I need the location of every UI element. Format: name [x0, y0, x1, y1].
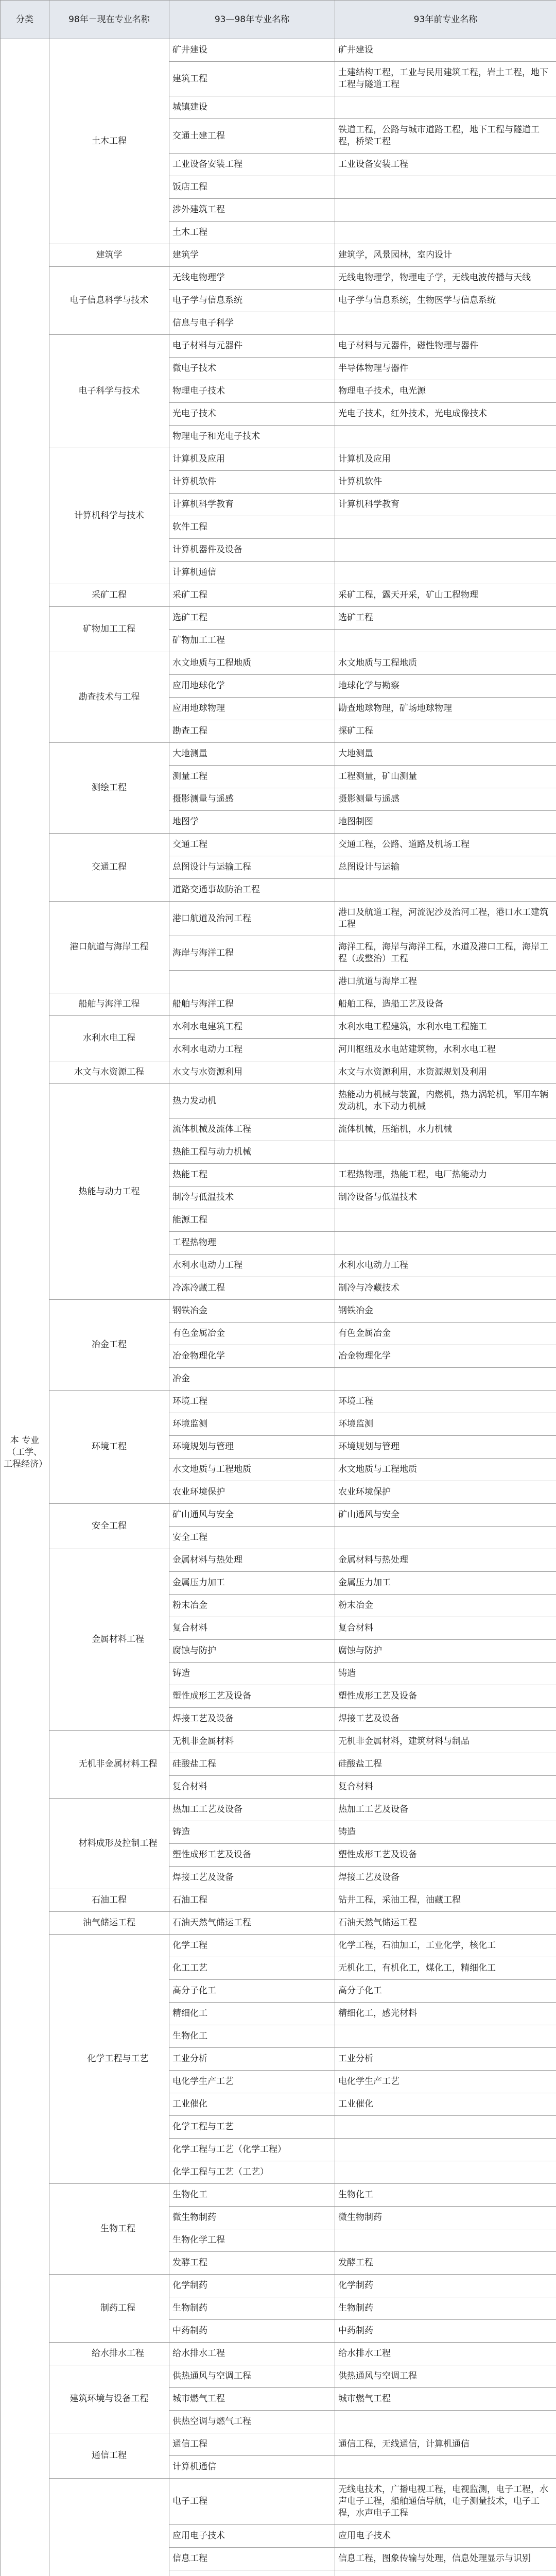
- major-before93-cell: 铁道工程，公路与城市道路工程，地下工程与隧道工程，桥梁工程: [335, 119, 556, 154]
- major-93to98-cell: 焊接工艺及设备: [169, 1867, 335, 1889]
- major-93to98-cell: 石油工程: [169, 1889, 335, 1912]
- table-row: [1, 2184, 556, 2207]
- major-93to98-cell: 化学工程与工艺（工艺）: [169, 2161, 335, 2184]
- major-93to98-cell: 交通土建工程: [169, 119, 335, 154]
- major-93to98-cell: 应用地球化学: [169, 675, 335, 698]
- major-before93-cell: 环境规划与管理: [335, 1436, 556, 1459]
- major-before93-cell: 总图设计与运输: [335, 856, 556, 879]
- table-row: [1, 1391, 556, 1413]
- table-row: [1, 1061, 556, 1084]
- major-93to98-cell: 生物化工: [169, 2184, 335, 2207]
- major-93to98-cell: 地图学: [169, 811, 335, 834]
- major-93to98-cell: 塑性成形工艺及设备: [169, 1844, 335, 1867]
- major-93to98-cell: 冶金物理化学: [169, 1345, 335, 1368]
- major-93to98-cell: 计算机软件: [169, 471, 335, 494]
- major-before93-cell: 水利水电动力工程: [335, 1255, 556, 1277]
- major-93to98-cell: 港口航道及治河工程: [169, 902, 335, 936]
- table-row: [1, 834, 556, 856]
- major-before93-cell: 地球化学与勘察: [335, 675, 556, 698]
- table-row: [1, 2365, 556, 2388]
- major-93to98-cell: 焊接工艺及设备: [169, 1708, 335, 1731]
- table-row: [1, 1799, 556, 1821]
- major-before93-cell: 土建结构工程，工业与民用建筑工程，岩土工程，地下工程与隧道工程: [335, 62, 556, 96]
- major-93to98-cell: 环境工程: [169, 1391, 335, 1413]
- major-93to98-cell: 物理电子技术: [169, 380, 335, 403]
- major-93to98-cell: 勘查工程: [169, 720, 335, 743]
- major-93to98-cell: 计算机通信: [169, 562, 335, 584]
- major-93to98-cell: 安全工程: [169, 1527, 335, 1549]
- major-93to98-cell: 化学工程与工艺: [169, 2116, 335, 2139]
- header-before93: 93年前专业名称: [335, 1, 556, 39]
- major-93to98-cell: 发酵工程: [169, 2252, 335, 2275]
- major-93to98-cell: 城镇建设: [169, 96, 335, 119]
- major-93to98-cell: 金属材料与热处理: [169, 1549, 335, 1572]
- major-before93-cell: 水利水电工程建筑，水利水电工程施工: [335, 1016, 556, 1039]
- major-before93-cell: 生物制药: [335, 2297, 556, 2320]
- major-before93-cell: 水文与水资源利用，水资源规划及利用: [335, 1061, 556, 1084]
- major-before93-cell: 化学制药: [335, 2275, 556, 2297]
- major-before93-cell: [335, 2139, 556, 2161]
- major-before93-cell: 中药制药: [335, 2320, 556, 2343]
- major-before93-cell: 摄影测量与遥感: [335, 788, 556, 811]
- major-93to98-cell: 塑性成形工艺及设备: [169, 1685, 335, 1708]
- major-before93-cell: 电化学生产工艺: [335, 2071, 556, 2093]
- major-93to98-cell: 水文与水资源利用: [169, 1061, 335, 1084]
- major-98-cell: 港口航道与海岸工程: [49, 902, 169, 993]
- header-category: 分类: [1, 1, 49, 39]
- major-before93-cell: 采矿工程，露天开采，矿山工程物理: [335, 584, 556, 607]
- major-93to98-cell: 铸造: [169, 1663, 335, 1685]
- major-before93-cell: 工业分析: [335, 2048, 556, 2071]
- major-before93-cell: 无机化工，有机化工，煤化工，精细化工: [335, 1957, 556, 1980]
- major-98-cell: 石油工程: [49, 1889, 169, 1912]
- major-before93-cell: [335, 2025, 556, 2048]
- major-93to98-cell: 给水排水工程: [169, 2343, 335, 2365]
- major-93to98-cell: 选矿工程: [169, 607, 335, 630]
- major-before93-cell: [335, 1368, 556, 1391]
- major-93to98-cell: 水利水电动力工程: [169, 1255, 335, 1277]
- table-row: [1, 2479, 556, 2525]
- major-before93-cell: 发酵工程: [335, 2252, 556, 2275]
- major-98-cell: 制药工程: [49, 2275, 169, 2343]
- major-93to98-cell: 工程热物理: [169, 1232, 335, 1255]
- major-before93-cell: [335, 312, 556, 335]
- major-93to98-cell: 计算机器件及设备: [169, 539, 335, 562]
- major-before93-cell: 微生物制药: [335, 2207, 556, 2229]
- major-before93-cell: 矿井建设: [335, 39, 556, 62]
- major-before93-cell: 复合材料: [335, 1617, 556, 1640]
- major-93to98-cell: 涉外建筑工程: [169, 199, 335, 222]
- major-before93-cell: 计算机科学教育: [335, 494, 556, 516]
- major-93to98-cell: 生物化工: [169, 2025, 335, 2048]
- table-row: [1, 2275, 556, 2297]
- major-93to98-cell: 工业催化: [169, 2093, 335, 2116]
- major-before93-cell: 高分子化工: [335, 1980, 556, 2003]
- major-before93-cell: 焊接工艺及设备: [335, 1708, 556, 1731]
- major-before93-cell: [335, 199, 556, 222]
- major-before93-cell: 工业设备安装工程: [335, 154, 556, 176]
- table-row: [1, 1889, 556, 1912]
- major-93to98-cell: 通信工程: [169, 2433, 335, 2456]
- major-93to98-cell: 能源工程: [169, 1209, 335, 1232]
- major-93to98-cell: 软件工程: [169, 516, 335, 539]
- major-93to98-cell: 矿物加工工程: [169, 630, 335, 652]
- major-93to98-cell: 工业分析: [169, 2048, 335, 2071]
- major-93to98-cell: 热能工程: [169, 1164, 335, 1187]
- table-row: [1, 448, 556, 471]
- major-93to98-cell: 计算机通信: [169, 2456, 335, 2479]
- major-before93-cell: 应用电子技术: [335, 2525, 556, 2548]
- major-93to98-cell: 化学工程: [169, 1935, 335, 1957]
- major-93to98-cell: 钢铁冶金: [169, 1300, 335, 1323]
- major-93to98-cell: 电子材料与元器件: [169, 335, 335, 358]
- major-93to98-cell: 中药制药: [169, 2320, 335, 2343]
- major-before93-cell: [335, 562, 556, 584]
- major-before93-cell: [335, 539, 556, 562]
- major-before93-cell: 生物化工: [335, 2184, 556, 2207]
- major-93to98-cell: 化工工艺: [169, 1957, 335, 1980]
- major-93to98-cell: 化学制药: [169, 2275, 335, 2297]
- major-before93-cell: 地图制图: [335, 811, 556, 834]
- major-before93-cell: 给水排水工程: [335, 2343, 556, 2365]
- major-98-cell: 采矿工程: [49, 584, 169, 607]
- table-row: [1, 652, 556, 675]
- major-93to98-cell: 饭店工程: [169, 176, 335, 199]
- major-before93-cell: [335, 426, 556, 448]
- major-93to98-cell: 光电子技术: [169, 403, 335, 426]
- major-before93-cell: [335, 2116, 556, 2139]
- table-row: [1, 244, 556, 267]
- major-before93-cell: [335, 176, 556, 199]
- major-before93-cell: 钢铁冶金: [335, 1300, 556, 1323]
- table-row: [1, 743, 556, 766]
- major-before93-cell: [335, 516, 556, 539]
- major-before93-cell: [335, 630, 556, 652]
- major-before93-cell: 港口航道与海岸工程: [335, 971, 556, 993]
- major-93to98-cell: 粉末冶金: [169, 1595, 335, 1617]
- header-93to98: 93—98年专业名称: [169, 1, 335, 39]
- major-93to98-cell: 化学工程与工艺（化学工程）: [169, 2139, 335, 2161]
- major-before93-cell: [335, 1527, 556, 1549]
- major-before93-cell: 无线电技术，广播电视工程，电视监测，电子工程，水声电子工程，船舶通信导航，电子测量技术，电子工程，水声电子工程: [335, 2479, 556, 2525]
- major-93to98-cell: 信息工程: [169, 2548, 335, 2570]
- major-98-cell: 无机非金属材料工程: [49, 1731, 169, 1799]
- major-98-cell: 计算机科学与技术: [49, 448, 169, 584]
- major-93to98-cell: 矿山通风与安全: [169, 1504, 335, 1527]
- major-98-cell: 材料成形及控制工程: [49, 1799, 169, 1889]
- major-93to98-cell: 微电子技术: [169, 358, 335, 380]
- major-before93-cell: 化学工程，石油加工，工业化学，核化工: [335, 1935, 556, 1957]
- major-98-cell: 矿物加工工程: [49, 607, 169, 652]
- major-before93-cell: 光电子技术，红外技术，光电成像技术: [335, 403, 556, 426]
- major-93to98-cell: 无线电物理学: [169, 267, 335, 290]
- header-after98: 98年－现在专业名称: [49, 1, 169, 39]
- major-98-cell: 环境工程: [49, 1391, 169, 1504]
- major-before93-cell: 无机非金属材料，建筑材料与制品: [335, 1731, 556, 1753]
- major-before93-cell: 冶金物理化学: [335, 1345, 556, 1368]
- major-before93-cell: 热能动力机械与装置，内燃机，热力涡轮机，军用车辆发动机，水下动力机械: [335, 1084, 556, 1118]
- major-before93-cell: [335, 96, 556, 119]
- major-93to98-cell: 道路交通事故防治工程: [169, 879, 335, 902]
- major-93to98-cell: 冶金: [169, 1368, 335, 1391]
- major-93to98-cell: 金属压力加工: [169, 1572, 335, 1595]
- major-98-cell: 水文与水资源工程: [49, 1061, 169, 1084]
- major-93to98-cell: [169, 971, 335, 993]
- major-93to98-cell: 生物制药: [169, 2297, 335, 2320]
- major-98-cell: 船舶与海洋工程: [49, 993, 169, 1016]
- major-98-cell: 电子科学与技术: [49, 335, 169, 448]
- table-row: [1, 1016, 556, 1039]
- major-93to98-cell: 水利水电建筑工程: [169, 1016, 335, 1039]
- major-93to98-cell: 制冷与低温技术: [169, 1187, 335, 1209]
- table-row: [1, 335, 556, 358]
- major-before93-cell: 流体机械，压缩机，水力机械: [335, 1118, 556, 1141]
- major-93to98-cell: 水文地质与工程地质: [169, 652, 335, 675]
- major-before93-cell: 塑性成形工艺及设备: [335, 1685, 556, 1708]
- table-row: [1, 1935, 556, 1957]
- major-93to98-cell: 复合材料: [169, 1617, 335, 1640]
- major-98-cell: 给水排水工程: [49, 2343, 169, 2365]
- header-row: [1, 1, 556, 39]
- major-93to98-cell: 采矿工程: [169, 584, 335, 607]
- major-before93-cell: 半导体物理与器件: [335, 358, 556, 380]
- major-98-cell: 测绘工程: [49, 743, 169, 834]
- major-before93-cell: 勘查地球物理，矿场地球物理: [335, 698, 556, 720]
- major-93to98-cell: 铸造: [169, 1821, 335, 1844]
- major-before93-cell: 制冷与冷藏技术: [335, 1277, 556, 1300]
- major-before93-cell: 供热通风与空调工程: [335, 2365, 556, 2388]
- major-before93-cell: 水文地质与工程地质: [335, 1459, 556, 1481]
- major-93to98-cell: 有色金属冶金: [169, 1323, 335, 1345]
- major-before93-cell: [335, 2570, 556, 2576]
- major-98-cell: 水利水电工程: [49, 1016, 169, 1061]
- major-93to98-cell: 供热通风与空调工程: [169, 2365, 335, 2388]
- major-before93-cell: 通信工程，无线通信，计算机通信: [335, 2433, 556, 2456]
- major-before93-cell: 腐蚀与防护: [335, 1640, 556, 1663]
- table-row: [1, 584, 556, 607]
- major-before93-cell: 海洋工程，海岸与海洋工程，水道及港口工程，海岸工程（或整治）工程: [335, 936, 556, 971]
- major-98-cell: 勘查技术与工程: [49, 652, 169, 743]
- major-93to98-cell: 船舶与海洋工程: [169, 993, 335, 1016]
- major-98-cell: 金属材料工程: [49, 1549, 169, 1731]
- major-93to98-cell: 环境监测: [169, 1413, 335, 1436]
- major-before93-cell: [335, 2411, 556, 2433]
- major-before93-cell: 热加工工艺及设备: [335, 1799, 556, 1821]
- major-93to98-cell: 矿井建设: [169, 39, 335, 62]
- major-93to98-cell: 复合材料: [169, 1776, 335, 1799]
- major-before93-cell: 金属压力加工: [335, 1572, 556, 1595]
- table-row: [1, 1504, 556, 1527]
- major-93to98-cell: 测量工程: [169, 766, 335, 788]
- major-93to98-cell: 计算机科学教育: [169, 494, 335, 516]
- major-93to98-cell: 供热空调与燃气工程: [169, 2411, 335, 2433]
- major-before93-cell: [335, 2161, 556, 2184]
- major-93to98-cell: 冷冻冷藏工程: [169, 1277, 335, 1300]
- major-before93-cell: 船舶工程，造船工艺及设备: [335, 993, 556, 1016]
- major-before93-cell: 水文地质与工程地质: [335, 652, 556, 675]
- major-93to98-cell: 石油天然气储运工程: [169, 1912, 335, 1935]
- category-cell: 本 专业（工学、工程经济）: [1, 39, 49, 2576]
- major-93to98-cell: 环境规划与管理: [169, 1436, 335, 1459]
- major-before93-cell: [335, 879, 556, 902]
- major-before93-cell: 铸造: [335, 1821, 556, 1844]
- major-93to98-cell: 水文地质与工程地质: [169, 1459, 335, 1481]
- major-before93-cell: 硅酸盐工程: [335, 1753, 556, 1776]
- major-before93-cell: 建筑学，风景园林，室内设计: [335, 244, 556, 267]
- major-before93-cell: 无线电物理学，物理电子学，无线电波传播与天线: [335, 267, 556, 290]
- major-before93-cell: 环境监测: [335, 1413, 556, 1436]
- table-body: [1, 39, 556, 2576]
- major-before93-cell: 石油天然气储运工程: [335, 1912, 556, 1935]
- major-93to98-cell: 工业设备安装工程: [169, 154, 335, 176]
- major-before93-cell: 电子学与信息系统，生物医学与信息系统: [335, 290, 556, 312]
- major-before93-cell: 环境工程: [335, 1391, 556, 1413]
- major-98-cell: 建筑环境与设备工程: [49, 2365, 169, 2433]
- major-98-cell: [49, 2479, 169, 2576]
- major-93to98-cell: 城市燃气工程: [169, 2388, 335, 2411]
- table-row: [1, 1300, 556, 1323]
- major-98-cell: 交通工程: [49, 834, 169, 902]
- major-93to98-cell: 水利水电动力工程: [169, 1039, 335, 1061]
- major-93to98-cell: 精细化工: [169, 2003, 335, 2025]
- major-before93-cell: 计算机及应用: [335, 448, 556, 471]
- major-98-cell: 建筑学: [49, 244, 169, 267]
- major-93to98-cell: 海岸与海洋工程: [169, 936, 335, 971]
- major-93to98-cell: 建筑学: [169, 244, 335, 267]
- table-row: [1, 902, 556, 936]
- major-before93-cell: 复合材料: [335, 1776, 556, 1799]
- major-93to98-cell: 摄影测量与遥感: [169, 788, 335, 811]
- major-before93-cell: 制冷设备与低温技术: [335, 1187, 556, 1209]
- major-before93-cell: 物理电子技术，电光源: [335, 380, 556, 403]
- major-93to98-cell: 生物化学工程: [169, 2229, 335, 2252]
- major-93to98-cell: 农业环境保护: [169, 1481, 335, 1504]
- major-93to98-cell: 热能工程与动力机械: [169, 1141, 335, 1164]
- major-93to98-cell: 电子工程: [169, 2479, 335, 2525]
- major-93to98-cell: 微生物制药: [169, 2207, 335, 2229]
- table-row: [1, 1549, 556, 1572]
- table-row: [1, 1084, 556, 1118]
- table-row: [1, 2343, 556, 2365]
- major-before93-cell: 塑性成形工艺及设备: [335, 1844, 556, 1867]
- major-98-cell: 安全工程: [49, 1504, 169, 1549]
- major-93to98-cell: 电化学生产工艺: [169, 2071, 335, 2093]
- major-93to98-cell: 物理电子和光电子技术: [169, 426, 335, 448]
- major-93to98-cell: 土木工程: [169, 222, 335, 244]
- table-row: [1, 1731, 556, 1753]
- major-before93-cell: 工程测量，矿山测量: [335, 766, 556, 788]
- major-before93-cell: 港口及航道工程，河流泥沙及治河工程，港口水工建筑工程: [335, 902, 556, 936]
- major-before93-cell: 探矿工程: [335, 720, 556, 743]
- major-before93-cell: 选矿工程: [335, 607, 556, 630]
- major-93to98-cell: 应用电子技术: [169, 2525, 335, 2548]
- table-row: [1, 1912, 556, 1935]
- major-before93-cell: [335, 2456, 556, 2479]
- major-before93-cell: 大地测量: [335, 743, 556, 766]
- table-row: [1, 607, 556, 630]
- major-98-cell: 电子信息科学与技术: [49, 267, 169, 335]
- major-98-cell: 土木工程: [49, 39, 169, 244]
- table-row: [1, 2433, 556, 2456]
- table-row: [1, 993, 556, 1016]
- major-before93-cell: 有色金属冶金: [335, 1323, 556, 1345]
- major-before93-cell: [335, 1232, 556, 1255]
- major-93to98-cell: 硅酸盐工程: [169, 1753, 335, 1776]
- major-before93-cell: [335, 1209, 556, 1232]
- major-93to98-cell: 高分子化工: [169, 1980, 335, 2003]
- major-98-cell: 化学工程与工艺: [49, 1935, 169, 2184]
- major-93to98-cell: 计算机及应用: [169, 448, 335, 471]
- major-93to98-cell: 总图设计与运输工程: [169, 856, 335, 879]
- major-before93-cell: 计算机软件: [335, 471, 556, 494]
- major-before93-cell: 金属材料与热处理: [335, 1549, 556, 1572]
- major-93to98-cell: [169, 2570, 335, 2576]
- major-93to98-cell: 电子学与信息系统: [169, 290, 335, 312]
- major-before93-cell: 工程热物理，热能工程，电厂热能动力: [335, 1164, 556, 1187]
- major-93to98-cell: 建筑工程: [169, 62, 335, 96]
- major-before93-cell: 河川枢纽及水电站建筑物，水利水电工程: [335, 1039, 556, 1061]
- major-before93-cell: 交通工程，公路、道路及机场工程: [335, 834, 556, 856]
- major-before93-cell: 信息工程，图象传输与处理，信息处理显示与识别: [335, 2548, 556, 2570]
- major-before93-cell: 钻井工程，采油工程，油藏工程: [335, 1889, 556, 1912]
- major-93to98-cell: 流体机械及流体工程: [169, 1118, 335, 1141]
- major-98-cell: 生物工程: [49, 2184, 169, 2275]
- major-93to98-cell: 热加工工艺及设备: [169, 1799, 335, 1821]
- major-before93-cell: 城市燃气工程: [335, 2388, 556, 2411]
- major-93to98-cell: 热力发动机: [169, 1084, 335, 1118]
- major-93to98-cell: 大地测量: [169, 743, 335, 766]
- major-before93-cell: [335, 2229, 556, 2252]
- major-before93-cell: 农业环境保护: [335, 1481, 556, 1504]
- major-before93-cell: [335, 1141, 556, 1164]
- major-98-cell: 热能与动力工程: [49, 1084, 169, 1300]
- major-before93-cell: 精细化工，感光材料: [335, 2003, 556, 2025]
- major-98-cell: 油气储运工程: [49, 1912, 169, 1935]
- major-before93-cell: 铸造: [335, 1663, 556, 1685]
- major-98-cell: 通信工程: [49, 2433, 169, 2479]
- major-93to98-cell: 信息与电子科学: [169, 312, 335, 335]
- major-before93-cell: 粉末冶金: [335, 1595, 556, 1617]
- major-93to98-cell: 应用地球物理: [169, 698, 335, 720]
- major-before93-cell: 矿山通风与安全: [335, 1504, 556, 1527]
- major-before93-cell: 电子材料与元器件，磁性物理与器件: [335, 335, 556, 358]
- major-93to98-cell: 无机非金属材料: [169, 1731, 335, 1753]
- major-before93-cell: 工业催化: [335, 2093, 556, 2116]
- major-93to98-cell: 交通工程: [169, 834, 335, 856]
- major-98-cell: 冶金工程: [49, 1300, 169, 1391]
- major-before93-cell: [335, 222, 556, 244]
- major-93to98-cell: 腐蚀与防护: [169, 1640, 335, 1663]
- table-row: [1, 39, 556, 62]
- table-row: [1, 267, 556, 290]
- major-before93-cell: 焊接工艺及设备: [335, 1867, 556, 1889]
